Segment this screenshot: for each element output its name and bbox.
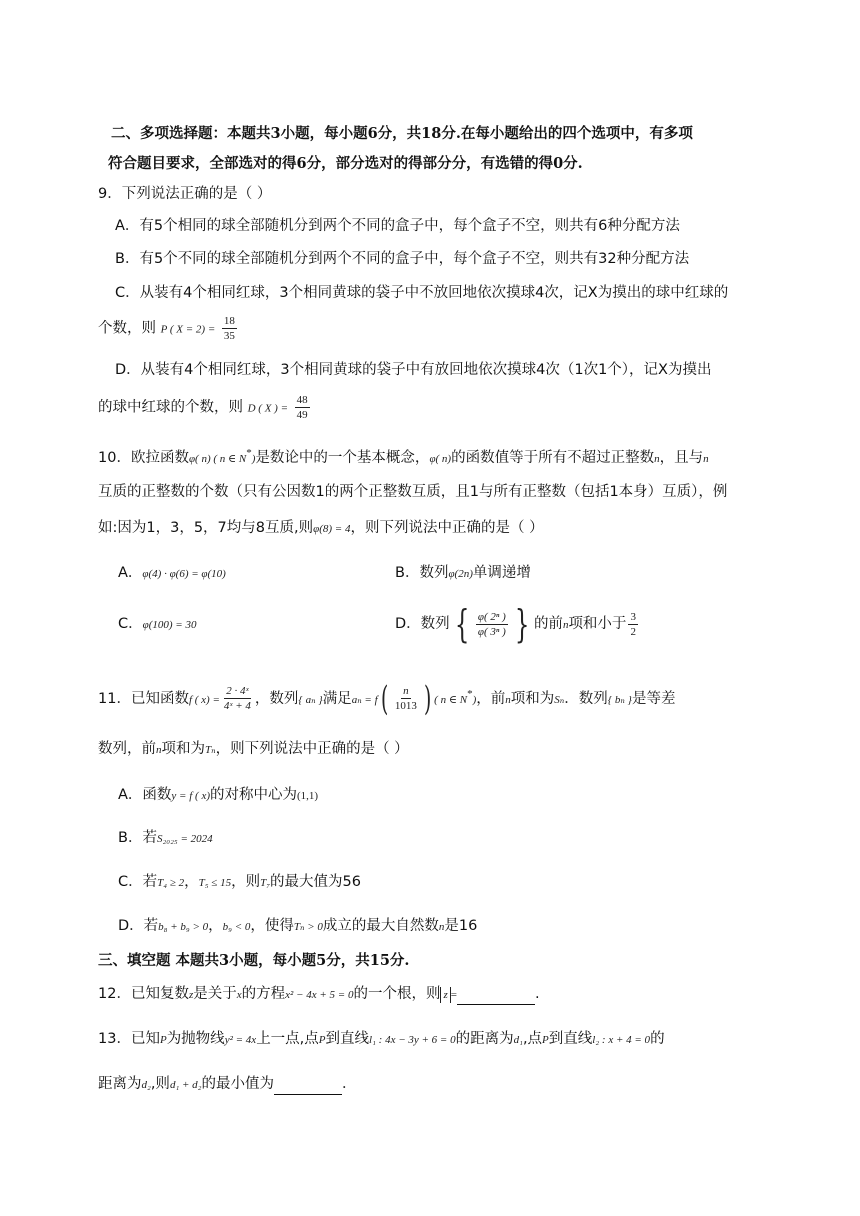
q11-text: ，数列 [254, 690, 299, 707]
q11-c-text: 的最大值为56 [270, 874, 361, 890]
q9-d-math: D ( X ) = [247, 402, 289, 415]
section-2-heading-line2: 符合题目要求，全部选对的得6分，部分选对的得部分分，有选错的得0分. [108, 155, 583, 172]
q10-text: 是数论中的一个基本概念， [255, 449, 430, 466]
q12-text: 的一个根，则 [353, 986, 441, 1002]
q11-math: ( n ∈ N [434, 693, 468, 706]
q10-d-text: 的前 [533, 616, 563, 632]
q10-b-label: B．数列 [395, 565, 449, 581]
q11-fx-denominator: 4ˣ + 4 [223, 700, 251, 713]
q11-b-text: B．若 [118, 830, 157, 846]
q10-option-b [395, 563, 531, 584]
q11-option-b [118, 828, 213, 849]
q11-a-math: y = f ( x) [171, 790, 210, 802]
q13-text: 的距离为 [455, 1031, 514, 1047]
q10-d-fraction [476, 610, 508, 639]
q11-option-a [118, 785, 318, 806]
q11-math: n [156, 744, 162, 756]
section-3-heading: 三、填空题 本题共3小题，每小题5分，共15分. [98, 952, 410, 969]
q11-math: ) [472, 693, 477, 706]
q9-d-numerator: 48 [296, 394, 308, 406]
q9-option-c-line2 [98, 314, 239, 343]
q12-text: 是关于 [193, 986, 237, 1002]
q11-c-text: ，则 [231, 874, 261, 890]
q13-math: P [542, 1034, 549, 1046]
q11-text: 满足 [322, 690, 352, 707]
q13-math: d₁ [513, 1034, 523, 1046]
q13-line1 [98, 1029, 665, 1050]
q11-c-math: T₄ ≥ 2 [157, 877, 185, 889]
q10-math: φ( n) [429, 452, 452, 465]
q12-text: 的方程 [241, 986, 286, 1002]
q13-math: y² = 4x [224, 1034, 257, 1046]
q12-math: x [236, 989, 242, 1001]
q10-line3 [98, 518, 544, 539]
q11-line1 [98, 672, 675, 722]
q11-b-math: S₂₀₂₅ = 2024 [156, 833, 213, 845]
q11-text: 是等差 [631, 690, 676, 707]
q10-d-frac-num: 3 [630, 610, 636, 623]
q10-text: ，且与 [659, 449, 704, 466]
q10-text: ，则下列说法中正确的是（ ） [350, 520, 544, 536]
q9-c-math: P ( X = 2) = [160, 323, 216, 336]
q11-text: 11．已知函数 [98, 690, 189, 707]
q10-text: 如:因为1，3，5，7均与8互质,则 [98, 520, 314, 536]
q13-math: l₂ : x + 4 = 0 [592, 1034, 651, 1046]
q12-equals: = [450, 989, 457, 1001]
q13-text: ,点 [522, 1031, 543, 1047]
q12-math: z [188, 989, 194, 1001]
left-brace-icon: { [454, 602, 470, 646]
q12-abs-z: z [440, 987, 450, 1003]
q11-fx-numerator: 2 · 4ˣ [226, 685, 249, 698]
section-2-heading-line1: 二、多项选择题：本题共3小题，每小题6分，共18分.在每小题给出的四个选项中，有多项 [111, 125, 693, 142]
q10-math: n [703, 452, 709, 465]
q13-text: 的 [650, 1031, 665, 1047]
q11-a-point: (1,1) [297, 790, 319, 802]
q11-d-text: 成立的最大自然数 [322, 918, 439, 934]
q9-c-numerator: 18 [223, 315, 235, 327]
q9-d-fraction [295, 393, 310, 422]
q11-math: Tₙ [205, 744, 216, 756]
q11-text: 数列，前 [98, 741, 156, 757]
right-paren-icon: ) [423, 678, 432, 719]
q11-d-text: 是16 [444, 918, 478, 934]
q10-b-math: φ(2n) [448, 568, 473, 580]
q13-text: 到直线 [548, 1031, 593, 1047]
q11-c-text: C．若 [118, 874, 158, 890]
q9-c-fraction [222, 314, 237, 343]
q10-math: n [654, 452, 660, 465]
q11-d-math: b₉ < 0 [222, 921, 251, 933]
q10-d-math: n [562, 619, 569, 631]
q11-math: aₙ = f [351, 693, 378, 706]
q10-d-three-halves [628, 610, 638, 639]
q11-d-text: ，使得 [250, 918, 294, 934]
q11-fx-fraction [222, 684, 253, 713]
q10-d-denominator: φ( 3ⁿ ) [477, 625, 506, 638]
q11-text: 项和为 [510, 690, 555, 707]
q10-sup: * [246, 447, 252, 459]
q13-text: 13．已知 [98, 1031, 160, 1047]
q10-math: ) [251, 452, 256, 465]
q9-stem: 9．下列说法正确的是（ ） [98, 186, 272, 202]
q12-line [98, 984, 540, 1005]
q9-d-text: 的球中红球的个数，则 [98, 399, 243, 416]
q11-text: ，前 [476, 690, 506, 707]
q11-math: { bₙ } [607, 693, 632, 706]
q10-line2: 互质的正整数的个数（只有公因数1的两个正整数互质，且1与所有正整数（包括1本身）互质），例 [98, 484, 728, 500]
q10-text: 10．欧拉函数 [98, 449, 189, 466]
q9-c-text: 个数，则 [98, 320, 156, 337]
q10-b-text: 单调递增 [472, 565, 531, 581]
q9-c-denominator: 35 [223, 330, 235, 342]
q11-text: ．数列 [564, 690, 608, 707]
q10-a-math: φ(4) · φ(6) = φ(10) [142, 568, 226, 580]
q13-text: 距离为 [98, 1076, 142, 1092]
q9-option-d-line2 [98, 393, 312, 422]
q11-sup: * [467, 688, 473, 700]
q10-line1 [98, 443, 709, 469]
q13-text: 到直线 [325, 1031, 370, 1047]
q11-n-denominator: 1013 [394, 700, 417, 713]
q10-math: φ( n) ( n ∈ N [188, 452, 247, 465]
q13-line2 [98, 1074, 357, 1095]
q10-d-text: 项和小于 [568, 616, 627, 632]
q11-d-math: b₈ + b₉ > 0 [158, 921, 209, 933]
q13-answer-blank[interactable] [274, 1080, 342, 1095]
q11-d-math: Tₙ > 0 [293, 921, 323, 933]
q13-text: 上一点,点 [256, 1031, 319, 1047]
right-brace-icon: } [514, 602, 530, 646]
q11-math: n [505, 693, 511, 706]
q13-math: P [159, 1034, 167, 1046]
q13-period: ． [342, 1076, 357, 1092]
q10-d-numerator: φ( 2ⁿ ) [477, 610, 506, 623]
q13-text: 为抛物线 [166, 1031, 225, 1047]
q13-text: 的最小值为 [201, 1076, 275, 1092]
q10-c-math: φ(100) = 30 [142, 619, 197, 631]
left-paren-icon: ( [380, 678, 388, 719]
q11-c-math: T₇ [260, 877, 271, 889]
q11-math: f ( x) = [188, 693, 220, 706]
q12-answer-blank[interactable] [457, 990, 535, 1005]
q13-math: d₁ + d₂ [169, 1079, 202, 1091]
q11-d-math: n [438, 921, 445, 933]
q11-a-text: A．函数 [118, 787, 172, 803]
q10-d-label: D．数列 [395, 616, 450, 632]
q13-text: ,则 [150, 1076, 170, 1092]
q11-math: { aₙ } [298, 693, 323, 706]
q11-math: Sₙ [554, 693, 565, 706]
q13-math: P [318, 1034, 326, 1046]
q11-a-text: 的对称中心为 [210, 787, 297, 803]
q10-option-a [118, 563, 226, 584]
q11-option-d [118, 916, 477, 937]
q12-period: . [534, 986, 540, 1002]
q12-math: x² − 4x + 5 = 0 [285, 989, 354, 1001]
q9-d-denominator: 49 [296, 409, 308, 421]
q10-c-label: C． [118, 616, 143, 632]
q11-line2 [98, 739, 409, 760]
q10-text: 的函数值等于所有不超过正整数 [451, 449, 655, 466]
q11-option-c [118, 872, 361, 893]
q11-c-text: ， [184, 874, 199, 890]
q9-option-a: A．有5个相同的球全部随机分到两个不同的盒子中，每个盒子不空，则共有6种分配方法 [115, 218, 680, 234]
q10-d-frac-den: 2 [630, 625, 636, 638]
q11-d-text: D．若 [118, 918, 159, 934]
q11-text: 项和为 [161, 741, 205, 757]
q13-math: l₁ : 4x − 3y + 6 = 0 [369, 1034, 456, 1046]
q10-option-d [395, 600, 640, 649]
q10-a-label: A． [118, 565, 143, 581]
q11-n-numerator: n [403, 685, 409, 698]
q9-option-b: B．有5个不同的球全部随机分到两个不同的盒子中，每个盒子不空，则共有32种分配方法 [115, 251, 690, 267]
q11-d-text: ， [208, 918, 223, 934]
q11-c-math: T₅ ≤ 15 [198, 877, 232, 889]
q10-option-c [118, 614, 196, 635]
q9-option-c-line1: C．从装有4个相同红球，3个相同黄球的袋子中不放回地依次摸球4次，记X为摸出的球中红球的 [115, 285, 729, 301]
q11-n-fraction [393, 684, 419, 713]
q13-math: d₂ [141, 1079, 151, 1091]
q9-option-d-line1: D．从装有4个相同红球，3个相同黄球的袋子中有放回地依次摸球4次（1次1个），记X为摸出 [115, 362, 712, 378]
q11-text: ，则下列说法中正确的是（ ） [215, 741, 409, 757]
q10-math: φ(8) = 4 [313, 523, 351, 535]
q12-text: 12．已知复数 [98, 986, 189, 1002]
